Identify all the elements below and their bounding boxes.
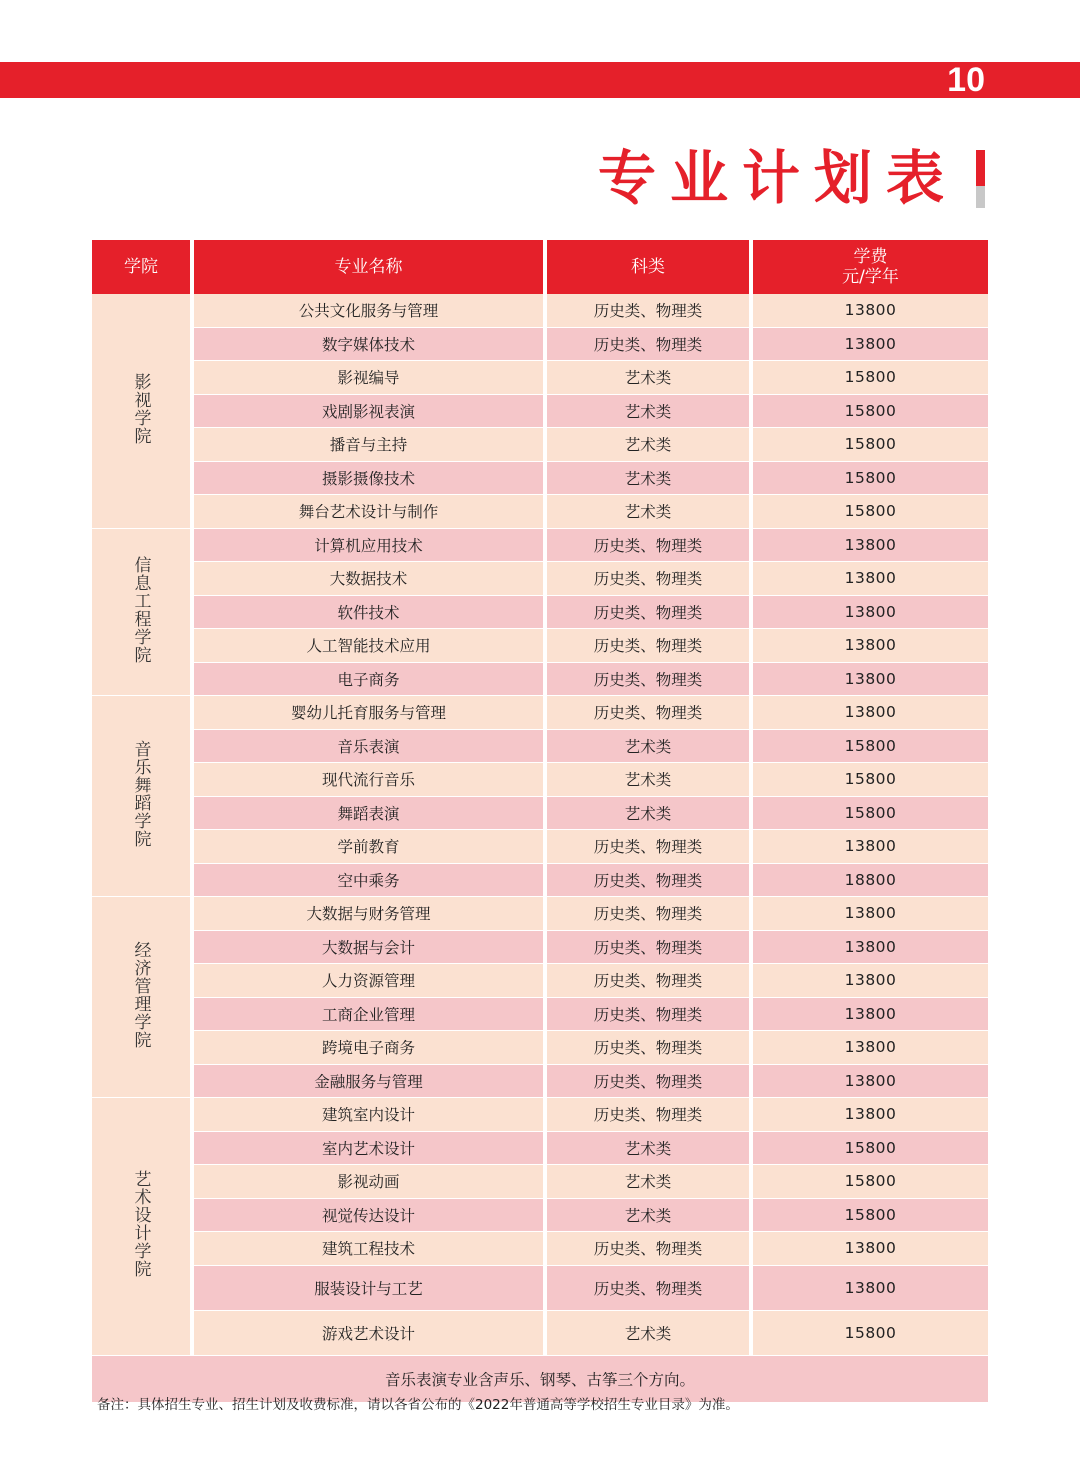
major-cell: 金融服务与管理	[194, 1065, 543, 1099]
fee-cell: 13800	[753, 1266, 988, 1311]
title-accent-mark	[976, 150, 985, 208]
major-cell: 建筑室内设计	[194, 1098, 543, 1132]
table-row	[92, 964, 988, 998]
table-row	[92, 830, 988, 864]
category-cell: 艺术类	[547, 395, 749, 429]
category-cell: 历史类、物理类	[547, 1098, 749, 1132]
table-row	[92, 1165, 988, 1199]
major-cell: 大数据技术	[194, 562, 543, 596]
category-cell: 历史类、物理类	[547, 998, 749, 1032]
major-cell: 音乐表演	[194, 730, 543, 764]
major-cell: 摄影摄像技术	[194, 462, 543, 496]
col-header-major: 专业名称	[194, 240, 543, 294]
major-cell: 工商企业管理	[194, 998, 543, 1032]
fee-cell: 15800	[753, 1132, 988, 1166]
major-cell: 跨境电子商务	[194, 1031, 543, 1065]
major-cell: 舞蹈表演	[194, 797, 543, 831]
table-row	[92, 763, 988, 797]
col-header-fee	[753, 240, 988, 294]
fee-cell: 13800	[753, 562, 988, 596]
major-cell: 影视动画	[194, 1165, 543, 1199]
table-row	[92, 629, 988, 663]
category-cell: 历史类、物理类	[547, 562, 749, 596]
major-cell: 大数据与财务管理	[194, 897, 543, 931]
table-row	[92, 361, 988, 395]
major-cell: 人工智能技术应用	[194, 629, 543, 663]
fee-cell: 15800	[753, 462, 988, 496]
table-row	[92, 864, 988, 898]
fee-cell: 13800	[753, 897, 988, 931]
college-cell	[92, 294, 190, 529]
category-cell: 历史类、物理类	[547, 529, 749, 563]
category-cell: 历史类、物理类	[547, 1065, 749, 1099]
page-title: 专业计划表	[598, 144, 959, 212]
category-cell: 艺术类	[547, 1199, 749, 1233]
college-name: 经济管理学院	[130, 941, 151, 1049]
major-cell: 播音与主持	[194, 428, 543, 462]
fee-cell: 13800	[753, 663, 988, 697]
table-row	[92, 1311, 988, 1356]
fee-cell: 13800	[753, 1098, 988, 1132]
major-cell: 人力资源管理	[194, 964, 543, 998]
fee-cell: 15800	[753, 730, 988, 764]
table-row	[92, 1031, 988, 1065]
category-cell: 艺术类	[547, 428, 749, 462]
category-cell: 艺术类	[547, 730, 749, 764]
fee-cell: 15800	[753, 495, 988, 529]
table-row	[92, 294, 988, 328]
college-name: 音乐舞蹈学院	[130, 740, 151, 848]
table-row	[92, 1132, 988, 1166]
major-cell: 戏剧影视表演	[194, 395, 543, 429]
fee-cell: 18800	[753, 864, 988, 898]
category-cell: 历史类、物理类	[547, 1266, 749, 1311]
college-cell	[92, 1098, 190, 1356]
major-cell: 视觉传达设计	[194, 1199, 543, 1233]
col-header-category: 科类	[547, 240, 749, 294]
fee-cell: 13800	[753, 529, 988, 563]
fee-cell: 13800	[753, 1065, 988, 1099]
category-cell: 艺术类	[547, 462, 749, 496]
category-cell: 历史类、物理类	[547, 864, 749, 898]
major-cell: 公共文化服务与管理	[194, 294, 543, 328]
category-cell: 历史类、物理类	[547, 663, 749, 697]
college-cell	[92, 696, 190, 897]
table-row	[92, 328, 988, 362]
table-row	[92, 998, 988, 1032]
table-row	[92, 462, 988, 496]
header-bar	[0, 62, 1080, 98]
fee-cell: 13800	[753, 596, 988, 630]
fee-cell: 13800	[753, 1232, 988, 1266]
table-row	[92, 1199, 988, 1233]
table-row	[92, 428, 988, 462]
major-plan-table	[88, 240, 992, 1403]
category-cell: 艺术类	[547, 495, 749, 529]
category-cell: 艺术类	[547, 1311, 749, 1356]
fee-cell: 13800	[753, 1031, 988, 1065]
major-cell: 学前教育	[194, 830, 543, 864]
fee-cell: 13800	[753, 629, 988, 663]
fee-cell: 13800	[753, 998, 988, 1032]
major-cell: 计算机应用技术	[194, 529, 543, 563]
table-row	[92, 596, 988, 630]
category-cell: 艺术类	[547, 1132, 749, 1166]
category-cell: 历史类、物理类	[547, 1232, 749, 1266]
table-row	[92, 1266, 988, 1311]
major-cell: 影视编导	[194, 361, 543, 395]
page-number: 10	[947, 61, 985, 99]
college-cell	[92, 897, 190, 1098]
major-cell: 婴幼儿托育服务与管理	[194, 696, 543, 730]
table-row	[92, 562, 988, 596]
fee-cell: 15800	[753, 395, 988, 429]
college-name: 艺术设计学院	[130, 1170, 151, 1279]
fee-cell: 15800	[753, 1199, 988, 1233]
fee-cell: 15800	[753, 361, 988, 395]
major-cell: 建筑工程技术	[194, 1232, 543, 1266]
major-cell: 现代流行音乐	[194, 763, 543, 797]
footnote-row-text: 音乐表演专业含声乐、钢琴、古筝三个方向。	[92, 1356, 988, 1403]
table-row	[92, 395, 988, 429]
table-row	[92, 897, 988, 931]
category-cell: 艺术类	[547, 797, 749, 831]
fee-cell: 15800	[753, 797, 988, 831]
category-cell: 历史类、物理类	[547, 897, 749, 931]
category-cell: 艺术类	[547, 763, 749, 797]
college-name: 影视学院	[130, 372, 151, 445]
fee-cell: 15800	[753, 1311, 988, 1356]
table-row	[92, 797, 988, 831]
category-cell: 历史类、物理类	[547, 629, 749, 663]
table-row	[92, 1232, 988, 1266]
category-cell: 历史类、物理类	[547, 931, 749, 965]
fee-cell: 13800	[753, 964, 988, 998]
col-header-fee-line1: 学费	[853, 247, 888, 267]
table-row	[92, 696, 988, 730]
table-row	[92, 730, 988, 764]
table-row	[92, 931, 988, 965]
table-header-row	[92, 240, 988, 294]
table-row	[92, 663, 988, 697]
major-cell: 空中乘务	[194, 864, 543, 898]
major-cell: 游戏艺术设计	[194, 1311, 543, 1356]
major-cell: 电子商务	[194, 663, 543, 697]
fee-cell: 13800	[753, 830, 988, 864]
category-cell: 艺术类	[547, 361, 749, 395]
category-cell: 历史类、物理类	[547, 964, 749, 998]
table-row	[92, 495, 988, 529]
table-row	[92, 1065, 988, 1099]
category-cell: 历史类、物理类	[547, 328, 749, 362]
col-header-fee-line2: 元/学年	[842, 267, 899, 287]
fee-cell: 13800	[753, 328, 988, 362]
fee-cell: 13800	[753, 696, 988, 730]
category-cell: 艺术类	[547, 1165, 749, 1199]
fee-cell: 15800	[753, 428, 988, 462]
table-body	[92, 294, 988, 1403]
fee-cell: 13800	[753, 931, 988, 965]
col-header-college: 学院	[92, 240, 190, 294]
fee-cell: 15800	[753, 1165, 988, 1199]
footnote-note: 备注：具体招生专业、招生计划及收费标准，请以各省公布的《2022年普通高等学校招生专业目录》为准。	[97, 1397, 739, 1413]
fee-cell: 13800	[753, 294, 988, 328]
category-cell: 历史类、物理类	[547, 596, 749, 630]
fee-cell: 15800	[753, 763, 988, 797]
major-cell: 大数据与会计	[194, 931, 543, 965]
category-cell: 历史类、物理类	[547, 1031, 749, 1065]
category-cell: 历史类、物理类	[547, 294, 749, 328]
major-cell: 舞台艺术设计与制作	[194, 495, 543, 529]
table-row	[92, 1098, 988, 1132]
category-cell: 历史类、物理类	[547, 696, 749, 730]
major-cell: 数字媒体技术	[194, 328, 543, 362]
category-cell: 历史类、物理类	[547, 830, 749, 864]
major-cell: 服装设计与工艺	[194, 1266, 543, 1311]
college-name: 信息工程学院	[130, 555, 151, 664]
major-cell: 软件技术	[194, 596, 543, 630]
college-cell	[92, 529, 190, 697]
major-cell: 室内艺术设计	[194, 1132, 543, 1166]
table-row	[92, 529, 988, 563]
